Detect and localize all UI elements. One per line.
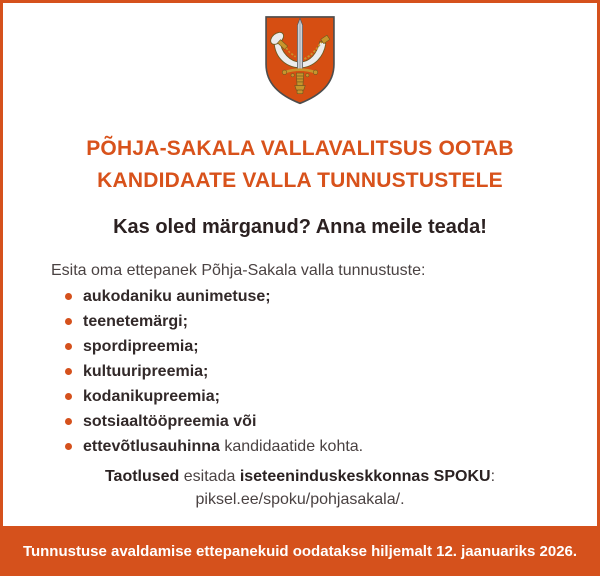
list-item: [51, 434, 561, 459]
application-bold2: iseteeninduskeskkonnas SPOKU: [239, 468, 491, 485]
footer-text: Tunnustuse avaldamise ettepanekuid oodatakse hiljemalt 12. jaanuariks 2026.: [22, 542, 578, 560]
list-item-bold: ettevõtlusauhinna: [83, 438, 220, 455]
list-item-bold: aukodaniku aunimetuse;: [83, 288, 271, 305]
list-item: [51, 284, 561, 309]
list-item: [51, 409, 561, 434]
list-item-bold: kultuuripreemia;: [83, 363, 209, 380]
list-item-bold: sotsiaaltööpreemia või: [83, 413, 257, 430]
application-normal2: :: [490, 468, 496, 485]
application-line: [23, 465, 577, 488]
list-item-rest: kandidaatide kohta.: [219, 438, 364, 455]
list-item-bold: spordipreemia;: [83, 338, 199, 355]
intro-text: Esita oma ettepanek Põhja-Sakala valla tunnustuste:: [51, 262, 426, 279]
list-item: [51, 359, 561, 384]
emblem-container: [3, 14, 597, 107]
application-bold1: Taotlused: [104, 468, 180, 485]
list-item-bold: teenetemärgi;: [83, 313, 188, 330]
page-title-line2: KANDIDAATE VALLA TUNNUSTUSTELE: [97, 169, 503, 192]
list-item: [51, 309, 561, 334]
list-item: [51, 384, 561, 409]
application-normal1: esitada: [179, 468, 240, 485]
coat-of-arms-icon: [263, 14, 337, 107]
application-info: [23, 465, 577, 511]
spoku-url: piksel.ee/spoku/pohjasakala/.: [195, 491, 405, 508]
recognition-list: [51, 284, 561, 459]
subheading: Kas oled märganud? Anna meile teada!: [113, 216, 487, 238]
content-block: [51, 259, 561, 459]
list-item-bold: kodanikupreemia;: [83, 388, 220, 405]
footer-banner: [0, 526, 600, 576]
list-item: [51, 334, 561, 359]
page-title-line1: PÕHJA-SAKALA VALLAVALITSUS OOTAB: [86, 137, 514, 160]
page-title: [33, 133, 567, 197]
